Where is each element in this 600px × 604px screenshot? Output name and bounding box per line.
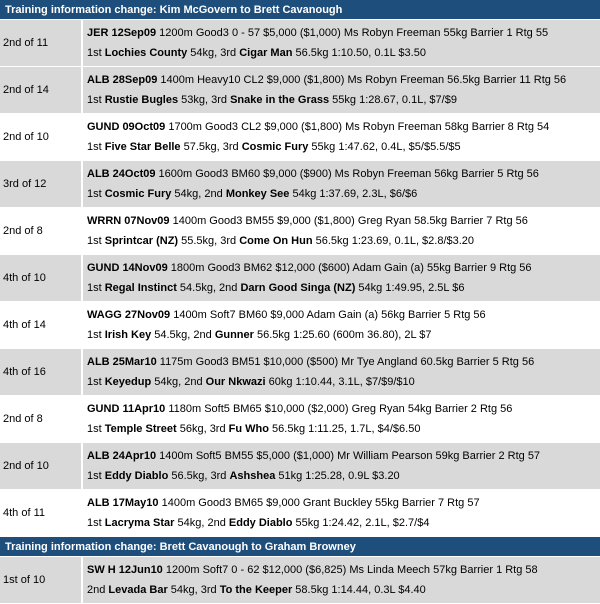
horse-name: Cosmic Fury: [104, 188, 172, 200]
race-details: [83, 208, 600, 254]
race-details: [83, 490, 600, 536]
result-place-1: 1st: [87, 47, 105, 59]
result-mid: 56kg, 3rd: [176, 423, 229, 435]
result-post: 54kg 1:49.95, 2.5L $6: [355, 282, 465, 294]
result-post: 56.5kg 1:11.25, 1.7L, $4/$6.50: [268, 423, 421, 435]
horse-name: Come On Hun: [239, 235, 313, 247]
result-post: 60kg 1:10.44, 3.1L, $7/$9/$10: [265, 376, 415, 388]
race-details: [83, 349, 600, 395]
horse-name: Gunner: [214, 329, 254, 341]
race-details: [83, 161, 600, 207]
meeting: ALB 28Sep09: [87, 74, 158, 86]
race-info: 1400m Soft5 BM55 $5,000 ($1,000) Mr William Pearson 59kg Barrier 2 Rtg 57: [159, 450, 541, 462]
result-mid: 54kg, 3rd: [167, 584, 220, 596]
meeting: GUND 09Oct09: [87, 121, 166, 133]
result-post: 56.5kg 1:25.60 (600m 36.80), 2L $7: [253, 329, 432, 341]
result-mid: 54kg, 2nd: [174, 517, 229, 529]
horse-name: Cigar Man: [239, 47, 293, 59]
section-header: Training information change: Kim McGovern to Brett Cavanough: [0, 0, 600, 20]
finish-position: 2nd of 10: [0, 114, 83, 160]
result-post: 56.5kg 1:23.69, 0.1L, $2.8/$3.20: [312, 235, 475, 247]
horse-name: Darn Good Singa (NZ): [240, 282, 356, 294]
horse-name: Temple Street: [104, 423, 177, 435]
result-place-1: 1st: [87, 94, 105, 106]
horse-name: Levada Bar: [108, 584, 168, 596]
race-info: 1400m Heavy10 CL2 $9,000 ($1,800) Ms Robyn Freeman 56.5kg Barrier 11 Rtg 56: [160, 74, 567, 86]
race-row: [0, 67, 600, 114]
meeting: JER 12Sep09: [87, 27, 157, 39]
race-details: [83, 67, 600, 113]
horse-name: Sprintcar (NZ): [104, 235, 179, 247]
result-place-1: 1st: [87, 423, 105, 435]
finish-position: 4th of 16: [0, 349, 83, 395]
race-details: [83, 114, 600, 160]
meeting: WAGG 27Nov09: [87, 309, 171, 321]
horse-name: Keyedup: [104, 376, 152, 388]
result-place-1: 1st: [87, 141, 105, 153]
horse-name: Snake in the Grass: [230, 94, 330, 106]
horse-name: Our Nkwazi: [205, 376, 266, 388]
horse-name: Lochies County: [104, 47, 188, 59]
finish-position: 1st of 10: [0, 557, 83, 603]
meeting: ALB 24Oct09: [87, 168, 156, 180]
horse-name: Cosmic Fury: [241, 141, 309, 153]
result-place-1: 1st: [87, 188, 105, 200]
race-row: [0, 208, 600, 255]
finish-position: 4th of 10: [0, 255, 83, 301]
result-mid: 54kg, 2nd: [151, 376, 206, 388]
race-row: [0, 161, 600, 208]
race-row: [0, 396, 600, 443]
result-mid: 53kg, 3rd: [178, 94, 231, 106]
horse-name: Ashshea: [229, 470, 276, 482]
result-mid: 57.5kg, 3rd: [180, 141, 242, 153]
result-place-1: 1st: [87, 470, 105, 482]
result-post: 51kg 1:25.28, 0.9L $3.20: [275, 470, 400, 482]
horse-name: Rustie Bugles: [104, 94, 179, 106]
result-post: 55kg 1:47.62, 0.4L, $5/$5.5/$5: [308, 141, 461, 153]
race-details: [83, 396, 600, 442]
race-details: [83, 302, 600, 348]
horse-name: Irish Key: [104, 329, 152, 341]
race-info: 1800m Good3 BM62 $12,000 ($600) Adam Gain (a) 55kg Barrier 9 Rtg 56: [170, 262, 532, 274]
race-info: 1200m Soft7 0 - 62 $12,000 ($6,825) Ms Linda Meech 57kg Barrier 1 Rtg 58: [165, 564, 538, 576]
result-post: 56.5kg 1:10.50, 0.1L $3.50: [292, 47, 426, 59]
race-info: 1400m Soft7 BM60 $9,000 Adam Gain (a) 56kg Barrier 5 Rtg 56: [173, 309, 486, 321]
race-info: 1400m Good3 BM65 $9,000 Grant Buckley 55kg Barrier 7 Rtg 57: [161, 497, 480, 509]
race-row: [0, 490, 600, 537]
horse-name: Fu Who: [228, 423, 269, 435]
result-post: 55kg 1:24.42, 2.1L, $2.7/$4: [292, 517, 430, 529]
result-post: 55kg 1:28.67, 0.1L, $7/$9: [329, 94, 457, 106]
result-place-1: 2nd: [87, 584, 109, 596]
finish-position: 4th of 14: [0, 302, 83, 348]
race-info: 1600m Good3 BM60 $9,000 ($900) Ms Robyn Freeman 56kg Barrier 5 Rtg 56: [158, 168, 539, 180]
result-mid: 55.5kg, 3rd: [178, 235, 240, 247]
race-row: [0, 114, 600, 161]
result-mid: 54kg, 2nd: [171, 188, 226, 200]
race-details: [83, 20, 600, 66]
race-row: [0, 20, 600, 67]
result-place-1: 1st: [87, 329, 105, 341]
horse-name: Eddy Diablo: [104, 470, 169, 482]
horse-name: Eddy Diablo: [228, 517, 293, 529]
finish-position: 3rd of 12: [0, 161, 83, 207]
result-place-1: 1st: [87, 376, 105, 388]
race-row: [0, 557, 600, 604]
horse-name: Lacryma Star: [104, 517, 175, 529]
result-mid: 56.5kg, 3rd: [168, 470, 230, 482]
meeting: ALB 17May10: [87, 497, 159, 509]
result-mid: 54.5kg, 2nd: [176, 282, 241, 294]
meeting: GUND 14Nov09: [87, 262, 168, 274]
race-details: [83, 557, 600, 603]
finish-position: 2nd of 8: [0, 208, 83, 254]
race-row: [0, 443, 600, 490]
horse-name: Monkey See: [225, 188, 290, 200]
result-place-1: 1st: [87, 235, 105, 247]
horse-name: Regal Instinct: [104, 282, 177, 294]
finish-position: 4th of 11: [0, 490, 83, 536]
meeting: WRRN 07Nov09: [87, 215, 170, 227]
race-info: 1400m Good3 BM55 $9,000 ($1,800) Greg Ryan 58.5kg Barrier 7 Rtg 56: [172, 215, 528, 227]
race-info: 1175m Good3 BM51 $10,000 ($500) Mr Tye Angland 60.5kg Barrier 5 Rtg 56: [159, 356, 535, 368]
race-info: 1200m Good3 0 - 57 $5,000 ($1,000) Ms Robyn Freeman 55kg Barrier 1 Rtg 55: [159, 27, 549, 39]
horse-name: To the Keeper: [219, 584, 293, 596]
result-mid: 54.5kg, 2nd: [151, 329, 215, 341]
result-post: 54kg 1:37.69, 2.3L, $6/$6: [289, 188, 418, 200]
race-info: 1180m Soft5 BM65 $10,000 ($2,000) Greg Ryan 54kg Barrier 2 Rtg 56: [168, 403, 513, 415]
meeting: ALB 25Mar10: [87, 356, 157, 368]
finish-position: 2nd of 11: [0, 20, 83, 66]
race-details: [83, 443, 600, 489]
race-row: [0, 349, 600, 396]
meeting: GUND 11Apr10: [87, 403, 166, 415]
race-info: 1700m Good3 CL2 $9,000 ($1,800) Ms Robyn Freeman 58kg Barrier 8 Rtg 54: [168, 121, 550, 133]
race-details: [83, 255, 600, 301]
finish-position: 2nd of 10: [0, 443, 83, 489]
finish-position: 2nd of 14: [0, 67, 83, 113]
result-place-1: 1st: [87, 282, 105, 294]
finish-position: 2nd of 8: [0, 396, 83, 442]
result-post: 58.5kg 1:14.44, 0.3L $4.40: [292, 584, 426, 596]
result-mid: 54kg, 3rd: [187, 47, 240, 59]
meeting: ALB 24Apr10: [87, 450, 157, 462]
horse-name: Five Star Belle: [104, 141, 181, 153]
race-row: [0, 302, 600, 349]
result-place-1: 1st: [87, 517, 105, 529]
race-row: [0, 255, 600, 302]
meeting: SW H 12Jun10: [87, 564, 163, 576]
section-header: Training information change: Brett Cavanough to Graham Browney: [0, 537, 600, 557]
